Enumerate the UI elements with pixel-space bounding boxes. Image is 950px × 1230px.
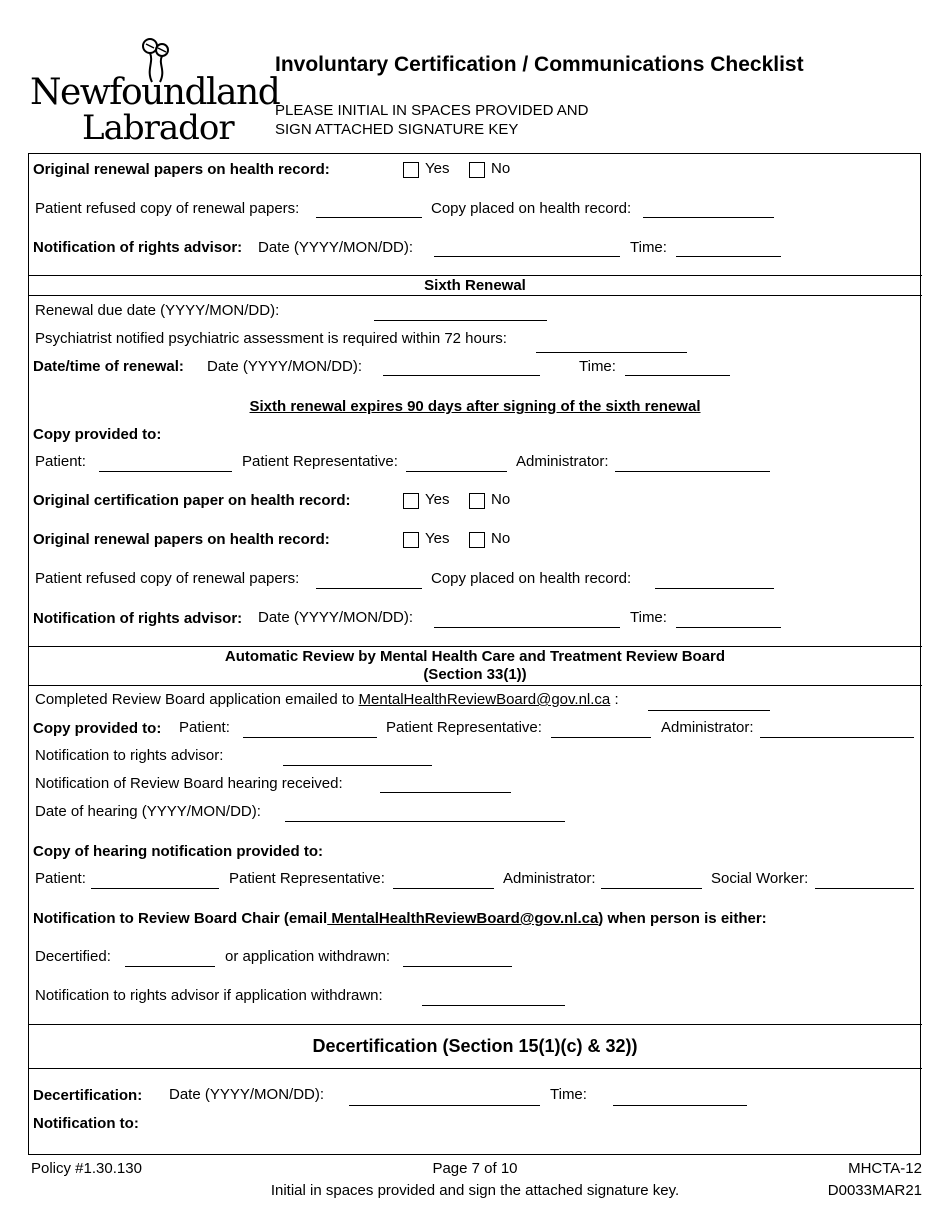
renewal-time-field[interactable] (625, 375, 730, 376)
psych-notified-field[interactable] (536, 352, 687, 353)
copy-placed-label-2: Copy placed on health record: (431, 570, 632, 587)
patient-refused-field-2[interactable] (316, 588, 422, 589)
patient-refused-label: Patient refused copy of renewal papers: (35, 200, 300, 217)
notif-hearing-field[interactable] (380, 792, 511, 793)
patient-rep-label: Patient Representative: (386, 719, 542, 736)
notif-rights-withdrawn-label: Notification to rights advisor if application withdrawn: (35, 987, 383, 1004)
review-heading-line1: Automatic Review by Mental Health Care and Treatment Review Board (224, 648, 726, 665)
divider (28, 1068, 922, 1069)
divider (28, 1024, 922, 1025)
date-label: Date (YYYY/MON/DD): (258, 609, 414, 626)
no-label: No (491, 491, 511, 508)
patient-rep-label: Patient Representative: (242, 453, 398, 470)
instruction-line-2: SIGN ATTACHED SIGNATURE KEY (275, 121, 519, 138)
divider (28, 646, 922, 647)
date-hearing-field[interactable] (285, 821, 565, 822)
review-board-email-link[interactable]: MentalHealthReviewBoard@gov.nl.ca (358, 691, 611, 708)
copy-provided-label: Copy provided to: (33, 426, 162, 443)
divider (28, 295, 922, 296)
logo (30, 36, 280, 148)
hearing-social-worker-field[interactable] (815, 888, 914, 889)
notif-rights-date-field-2[interactable] (434, 627, 620, 628)
decert-time-field[interactable] (613, 1105, 747, 1106)
notif-rights-label-2: Notification of rights advisor: (33, 610, 243, 627)
psych-notified-label: Psychiatrist notified psychiatric assessment is required within 72 hours: (35, 330, 507, 347)
copy-administrator-field[interactable] (615, 471, 770, 472)
time-label: Time: (579, 358, 616, 375)
orig-cert-no-checkbox[interactable] (469, 493, 485, 509)
copy-patient-field[interactable] (99, 471, 232, 472)
renewal-due-date-label: Renewal due date (YYYY/MON/DD): (35, 302, 280, 319)
completed-app-row (35, 691, 619, 708)
date-label: Date (YYYY/MON/DD): (207, 358, 363, 375)
no-label: No (491, 160, 511, 177)
notif-rights-advisor-field[interactable] (283, 765, 432, 766)
copy-placed-field-2[interactable] (655, 588, 774, 589)
notif-chair-row (33, 910, 767, 927)
review-copy-patient-field[interactable] (243, 737, 377, 738)
patient-refused-label-2: Patient refused copy of renewal papers: (35, 570, 300, 587)
notif-rights-time-field[interactable] (676, 256, 781, 257)
yes-label: Yes (425, 491, 450, 508)
renewal-date-field[interactable] (383, 375, 540, 376)
copy-hearing-label: Copy of hearing notification provided to: (33, 843, 323, 860)
logo-wordmark-line2: Labrador (82, 108, 234, 148)
hearing-patient-field[interactable] (91, 888, 219, 889)
datetime-renewal-label: Date/time of renewal: (33, 358, 184, 375)
patient-refused-field[interactable] (316, 217, 422, 218)
decertified-label: Decertified: (35, 948, 111, 965)
page-title: Involuntary Certification / Communications Checklist (275, 53, 804, 76)
notification-to-label: Notification to: (33, 1115, 139, 1132)
review-heading-line2: (Section 33(1)) (423, 666, 527, 683)
original-renewal-label: Original renewal papers on health record: (33, 161, 330, 178)
form-code: MHCTA-12 (848, 1160, 922, 1177)
withdrawn-label: or application withdrawn: (225, 948, 391, 965)
sixth-renewal-expiry-note: Sixth renewal expires 90 days after signing of the sixth renewal (249, 398, 701, 415)
orig-renewal-label-2: Original renewal papers on health record: (33, 531, 330, 548)
review-board-email-link-2[interactable]: MentalHealthReviewBoard@gov.nl.ca (327, 910, 599, 927)
date-hearing-label: Date of hearing (YYYY/MON/DD): (35, 803, 261, 820)
completed-app-label: Completed Review Board application emailed to (35, 691, 355, 708)
no-label: No (491, 530, 511, 547)
notif-chair-suffix: ) when person is either: (598, 910, 767, 927)
notif-rights-label: Notification of rights advisor: (33, 239, 243, 256)
patient-label: Patient: (179, 719, 230, 736)
instruction-line-1: PLEASE INITIAL IN SPACES PROVIDED AND (275, 102, 589, 119)
notif-rights-withdrawn-field[interactable] (422, 1005, 565, 1006)
review-copy-administrator-field[interactable] (760, 737, 914, 738)
administrator-label: Administrator: (661, 719, 754, 736)
notif-chair-label: Notification to Review Board Chair (email (33, 910, 328, 927)
notif-rights-date-field[interactable] (434, 256, 620, 257)
decertification-heading: Decertification (Section 15(1)(c) & 32)) (312, 1036, 638, 1056)
orig-cert-label: Original certification paper on health record: (33, 492, 351, 509)
orig-renewal-yes-checkbox-2[interactable] (403, 532, 419, 548)
logo-wordmark-line1: Newfoundland (30, 72, 280, 113)
notif-hearing-label: Notification of Review Board hearing received: (35, 775, 343, 792)
notif-rights-time-field-2[interactable] (676, 627, 781, 628)
time-label: Time: (550, 1086, 587, 1103)
decertification-label: Decertification: (33, 1087, 143, 1104)
patient-label: Patient: (35, 870, 86, 887)
decertified-field[interactable] (125, 966, 215, 967)
orig-renewal-no-checkbox[interactable] (469, 162, 485, 178)
decert-date-field[interactable] (349, 1105, 540, 1106)
copy-placed-field[interactable] (643, 217, 774, 218)
divider (28, 275, 922, 276)
copy-patient-rep-field[interactable] (406, 471, 507, 472)
notif-rights-advisor-label: Notification to rights advisor: (35, 747, 224, 764)
hearing-patient-rep-field[interactable] (393, 888, 494, 889)
colon: : (614, 691, 619, 708)
patient-rep-label: Patient Representative: (229, 870, 385, 887)
review-copy-patient-rep-field[interactable] (551, 737, 651, 738)
yes-label: Yes (425, 530, 450, 547)
orig-renewal-yes-checkbox[interactable] (403, 162, 419, 178)
administrator-label: Administrator: (516, 453, 609, 470)
date-label: Date (YYYY/MON/DD): (169, 1086, 325, 1103)
initial-note: Initial in spaces provided and sign the attached signature key. (270, 1182, 680, 1199)
time-label: Time: (630, 239, 667, 256)
divider (28, 685, 922, 686)
page-number: Page 7 of 10 (432, 1160, 518, 1177)
document-code: D0033MAR21 (827, 1182, 922, 1199)
hearing-administrator-field[interactable] (601, 888, 702, 889)
completed-app-field[interactable] (648, 710, 770, 711)
date-label: Date (YYYY/MON/DD): (258, 239, 414, 256)
orig-renewal-no-checkbox-2[interactable] (469, 532, 485, 548)
copy-provided-label-2: Copy provided to: (33, 720, 162, 737)
social-worker-label: Social Worker: (711, 870, 809, 887)
renewal-due-date-field[interactable] (374, 320, 547, 321)
sixth-renewal-heading: Sixth Renewal (424, 277, 526, 294)
policy-number: Policy #1.30.130 (31, 1160, 142, 1177)
withdrawn-field[interactable] (403, 966, 512, 967)
copy-placed-label: Copy placed on health record: (431, 200, 632, 217)
administrator-label: Administrator: (503, 870, 596, 887)
time-label: Time: (630, 609, 667, 626)
yes-label: Yes (425, 160, 450, 177)
patient-label: Patient: (35, 453, 86, 470)
orig-cert-yes-checkbox[interactable] (403, 493, 419, 509)
